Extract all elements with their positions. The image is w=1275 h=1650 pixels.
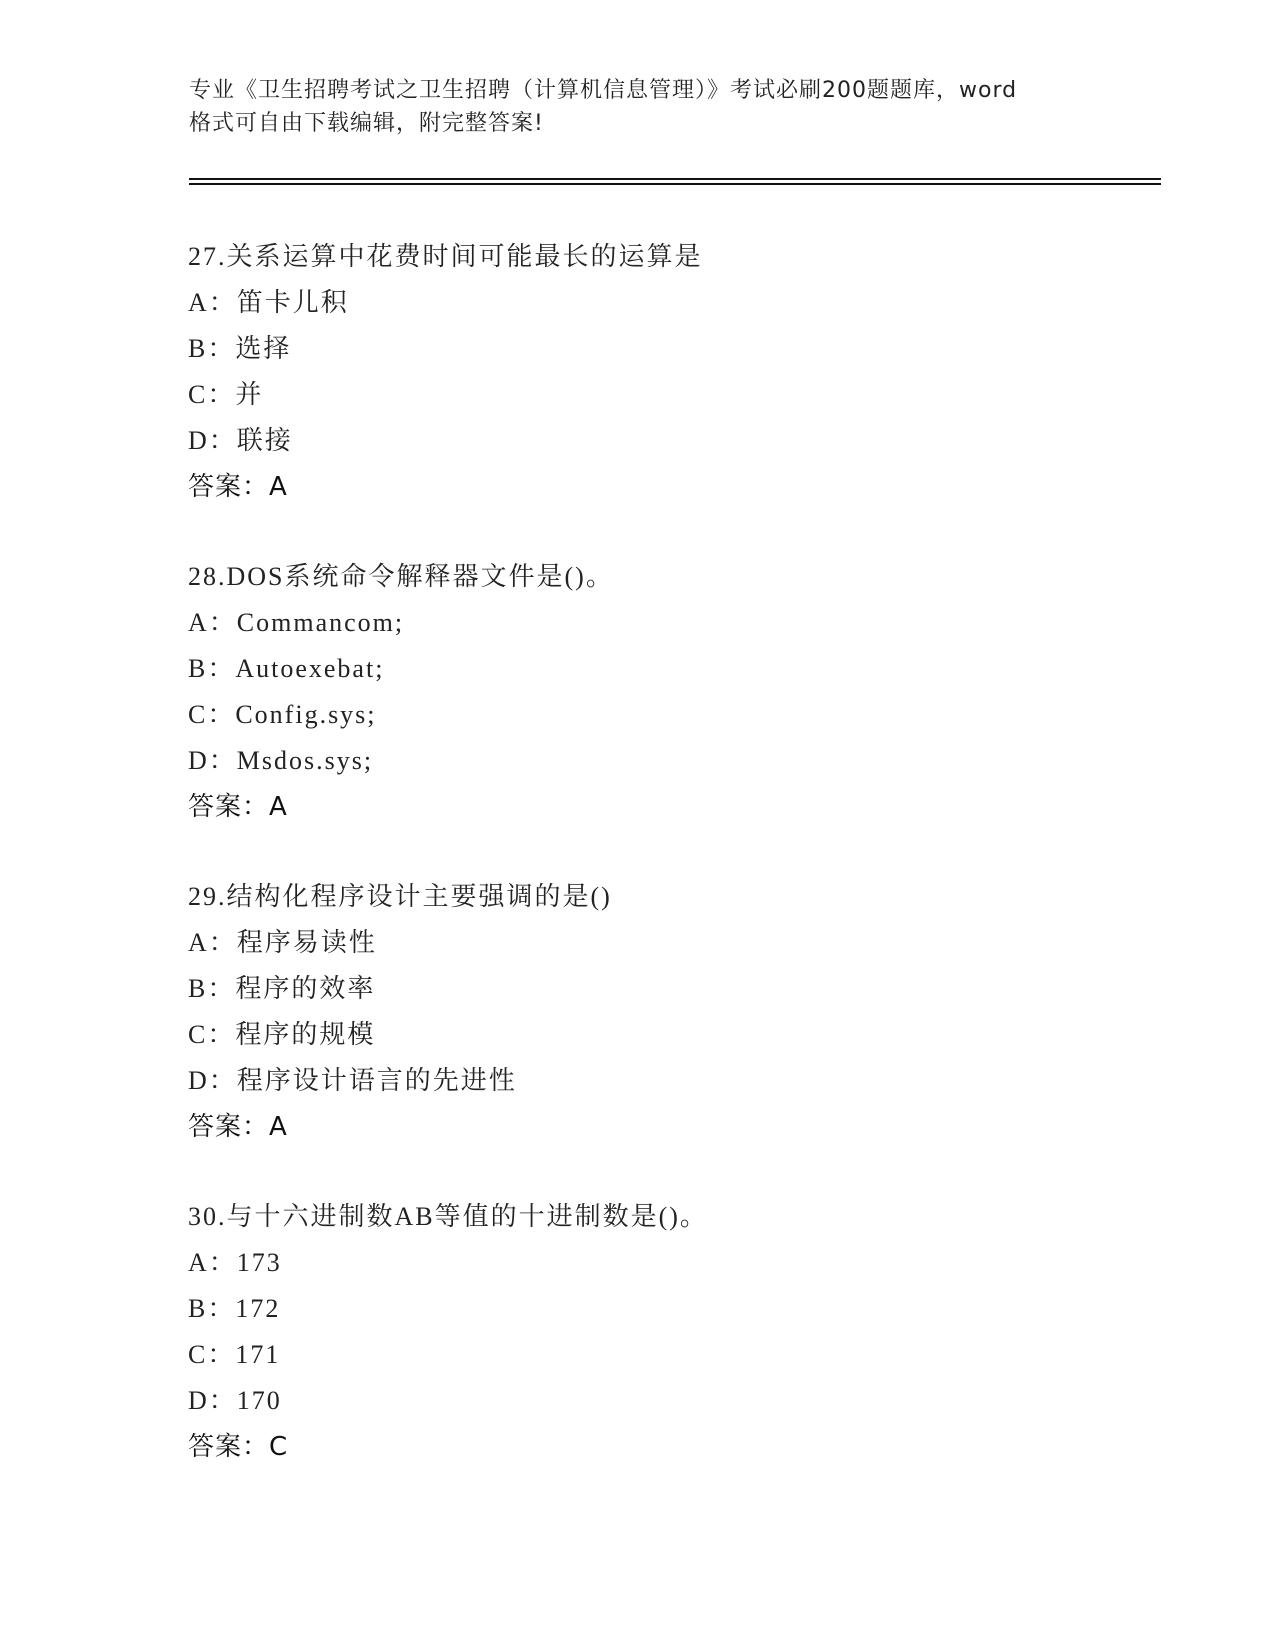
option-letter: C： [188,1020,236,1049]
answer-line: 答案：A [188,1112,288,1142]
option-text: 联接 [236,426,293,455]
header-line-1: 专业《卫生招聘考试之卫生招聘（计算机信息管理）》考试必刷200题题库，word [189,78,1018,103]
option-text: 笛卡儿积 [236,288,349,317]
option-letter: B： [188,974,236,1003]
option-text: 并 [235,380,264,409]
option-letter: B： [188,1294,236,1323]
option-letter: C： [188,380,236,409]
option-text: 程序易读性 [236,928,377,957]
question-30 [188,1194,1148,1470]
option-text: 程序的规模 [235,1020,376,1049]
option-a [188,600,1148,646]
question-29 [188,874,1148,1150]
option-text: 173 [236,1248,282,1277]
option-text: 选择 [235,334,292,363]
option-letter: B： [188,334,236,363]
option-letter: B： [188,654,236,683]
option-text: 170 [236,1386,282,1415]
option-text: Autoexebat; [235,654,385,683]
option-b [188,646,1148,692]
option-text: 172 [235,1294,281,1323]
option-c [188,1332,1148,1378]
header-line-2: 格式可自由下载编辑，附完整答案! [189,111,544,136]
option-d [188,418,1148,464]
option-b [188,326,1148,372]
option-c [188,692,1148,738]
option-a [188,1240,1148,1286]
header-divider-top [189,178,1161,180]
option-letter: A： [188,928,237,957]
option-letter: D： [188,1386,237,1415]
question-stem: 28.DOS系统命令解释器文件是()。 [188,562,614,591]
answer-line: 答案：C [188,1432,289,1462]
option-text: Commancom; [236,608,405,637]
option-letter: D： [188,1066,237,1095]
option-letter: D： [188,426,237,455]
answer-line: 答案：A [188,472,288,502]
option-d [188,1378,1148,1424]
option-a [188,920,1148,966]
option-text: 程序的效率 [235,974,376,1003]
option-c [188,1012,1148,1058]
option-b [188,1286,1148,1332]
option-text: Config.sys; [235,700,377,729]
option-b [188,966,1148,1012]
option-letter: A： [188,288,237,317]
option-letter: A： [188,1248,237,1277]
option-letter: C： [188,700,236,729]
option-letter: C： [188,1340,236,1369]
option-a [188,280,1148,326]
option-letter: D： [188,746,237,775]
option-d [188,738,1148,784]
question-stem: 27.关系运算中花费时间可能最长的运算是 [188,242,703,271]
document-header [189,74,1089,140]
option-text: 程序设计语言的先进性 [236,1066,517,1095]
option-c [188,372,1148,418]
question-27 [188,234,1148,510]
option-text: Msdos.sys; [236,746,374,775]
question-stem: 30.与十六进制数AB等值的十进制数是()。 [188,1202,708,1231]
option-text: 171 [235,1340,281,1369]
option-d [188,1058,1148,1104]
answer-line: 答案：A [188,792,288,822]
option-letter: A： [188,608,237,637]
question-stem: 29.结构化程序设计主要强调的是() [188,882,612,911]
header-divider-bottom [189,183,1161,185]
question-28 [188,554,1148,830]
